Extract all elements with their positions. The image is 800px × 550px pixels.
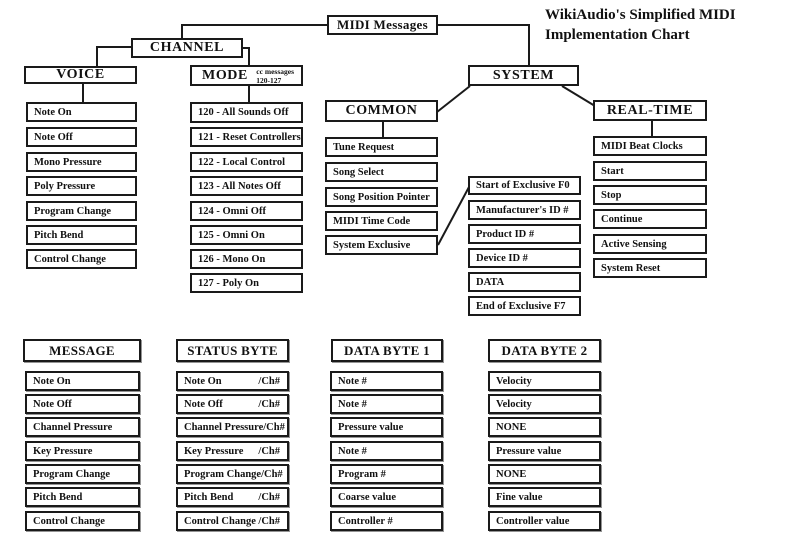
status-channel: /Ch# bbox=[258, 445, 280, 457]
message-row: Note Off bbox=[25, 394, 140, 414]
status-label: Note Off bbox=[184, 398, 223, 410]
status-channel: /Ch# bbox=[258, 515, 280, 527]
mode-item: 127 - Poly On bbox=[190, 273, 303, 293]
status-label: Pitch Bend bbox=[184, 491, 234, 503]
sysex-item: Manufacturer's ID # bbox=[468, 200, 581, 220]
common-item: MIDI Time Code bbox=[325, 211, 438, 231]
voice-item: Mono Pressure bbox=[26, 152, 137, 172]
status-label: Control Change bbox=[184, 515, 256, 527]
message-row: Control Change bbox=[25, 511, 140, 531]
chart-title-line2: Implementation Chart bbox=[545, 26, 690, 43]
realtime-item: Active Sensing bbox=[593, 234, 707, 254]
status-channel: /Ch# bbox=[261, 468, 283, 480]
realtime-item: Start bbox=[593, 161, 707, 181]
node-real-time: REAL-TIME bbox=[593, 100, 707, 121]
message-row: Program Change bbox=[25, 464, 140, 484]
common-item: Tune Request bbox=[325, 137, 438, 157]
data-byte-2-row: Controller value bbox=[488, 511, 601, 531]
chart-title bbox=[545, 6, 736, 45]
sysex-item: Device ID # bbox=[468, 248, 581, 268]
column-header-data-byte-1: DATA BYTE 1 bbox=[331, 339, 443, 362]
data-byte-2-row: NONE bbox=[488, 464, 601, 484]
data-byte-1-row: Program # bbox=[330, 464, 443, 484]
data-byte-1-row: Coarse value bbox=[330, 487, 443, 507]
mode-item: 123 - All Notes Off bbox=[190, 176, 303, 196]
mode-item: 121 - Reset Controllers bbox=[190, 127, 303, 147]
node-system: SYSTEM bbox=[468, 65, 579, 86]
mode-item: 125 - Omni On bbox=[190, 225, 303, 245]
sysex-item: End of Exclusive F7 bbox=[468, 296, 581, 316]
status-label: Channel Pressure bbox=[184, 421, 264, 433]
message-row: Pitch Bend bbox=[25, 487, 140, 507]
mode-item: 124 - Omni Off bbox=[190, 201, 303, 221]
connector-channel-to-voice bbox=[97, 47, 131, 68]
status-byte-row bbox=[176, 371, 289, 391]
realtime-item: Continue bbox=[593, 209, 707, 229]
node-midi-messages: MIDI Messages bbox=[327, 15, 438, 35]
data-byte-2-row: Pressure value bbox=[488, 441, 601, 461]
connector-system-to-common bbox=[437, 86, 470, 112]
data-byte-1-row: Controller # bbox=[330, 511, 443, 531]
status-byte-row bbox=[176, 511, 289, 531]
mode-cc-note-line1: cc messages bbox=[256, 66, 294, 76]
status-channel: /Ch# bbox=[258, 375, 280, 387]
status-label: Note On bbox=[184, 375, 222, 387]
connector-root-to-system bbox=[438, 25, 529, 67]
voice-item: Note On bbox=[26, 102, 137, 122]
message-row: Note On bbox=[25, 371, 140, 391]
realtime-item: System Reset bbox=[593, 258, 707, 278]
voice-item: Note Off bbox=[26, 127, 137, 147]
status-byte-row bbox=[176, 441, 289, 461]
node-mode bbox=[190, 65, 303, 86]
message-row: Channel Pressure bbox=[25, 417, 140, 437]
column-header-status-byte: STATUS BYTE bbox=[176, 339, 289, 362]
sysex-item: Start of Exclusive F0 bbox=[468, 176, 581, 195]
mode-cc-note bbox=[256, 67, 296, 85]
voice-item: Pitch Bend bbox=[26, 225, 137, 245]
column-header-message: MESSAGE bbox=[23, 339, 141, 362]
data-byte-2-row: Velocity bbox=[488, 371, 601, 391]
mode-item: 122 - Local Control bbox=[190, 152, 303, 172]
sysex-item: DATA bbox=[468, 272, 581, 292]
status-label: Program Change bbox=[184, 468, 262, 480]
data-byte-1-row: Note # bbox=[330, 371, 443, 391]
node-voice: VOICE bbox=[24, 66, 137, 84]
status-channel: /Ch# bbox=[258, 491, 280, 503]
sysex-item: Product ID # bbox=[468, 224, 581, 244]
mode-cc-note-line2: 120-127 bbox=[256, 75, 282, 85]
column-header-data-byte-2: DATA BYTE 2 bbox=[488, 339, 601, 362]
mode-item: 120 - All Sounds Off bbox=[190, 102, 303, 123]
status-byte-row bbox=[176, 487, 289, 507]
voice-item: Poly Pressure bbox=[26, 176, 137, 196]
data-byte-2-row: NONE bbox=[488, 417, 601, 437]
node-channel: CHANNEL bbox=[131, 38, 243, 58]
message-row: Key Pressure bbox=[25, 441, 140, 461]
status-byte-row bbox=[176, 464, 289, 484]
data-byte-1-row: Note # bbox=[330, 441, 443, 461]
common-item: Song Select bbox=[325, 162, 438, 182]
common-item: Song Position Pointer bbox=[325, 187, 438, 207]
mode-item: 126 - Mono On bbox=[190, 249, 303, 269]
chart-title-line1: WikiAudio's Simplified MIDI bbox=[545, 7, 736, 23]
status-channel: /Ch# bbox=[258, 398, 280, 410]
status-byte-row bbox=[176, 417, 289, 437]
node-common: COMMON bbox=[325, 100, 438, 122]
connector-system-to-realtime bbox=[562, 86, 595, 106]
mode-label: MODE bbox=[202, 67, 248, 83]
status-channel: /Ch# bbox=[263, 421, 285, 433]
common-item: System Exclusive bbox=[325, 235, 438, 255]
connector-sysex-to-detail bbox=[438, 187, 469, 245]
data-byte-2-row: Velocity bbox=[488, 394, 601, 414]
realtime-item: MIDI Beat Clocks bbox=[593, 136, 707, 156]
data-byte-1-row: Pressure value bbox=[330, 417, 443, 437]
voice-item: Program Change bbox=[26, 201, 137, 221]
data-byte-2-row: Fine value bbox=[488, 487, 601, 507]
status-byte-row bbox=[176, 394, 289, 414]
realtime-item: Stop bbox=[593, 185, 707, 205]
status-label: Key Pressure bbox=[184, 445, 244, 457]
voice-item: Control Change bbox=[26, 249, 137, 269]
data-byte-1-row: Note # bbox=[330, 394, 443, 414]
